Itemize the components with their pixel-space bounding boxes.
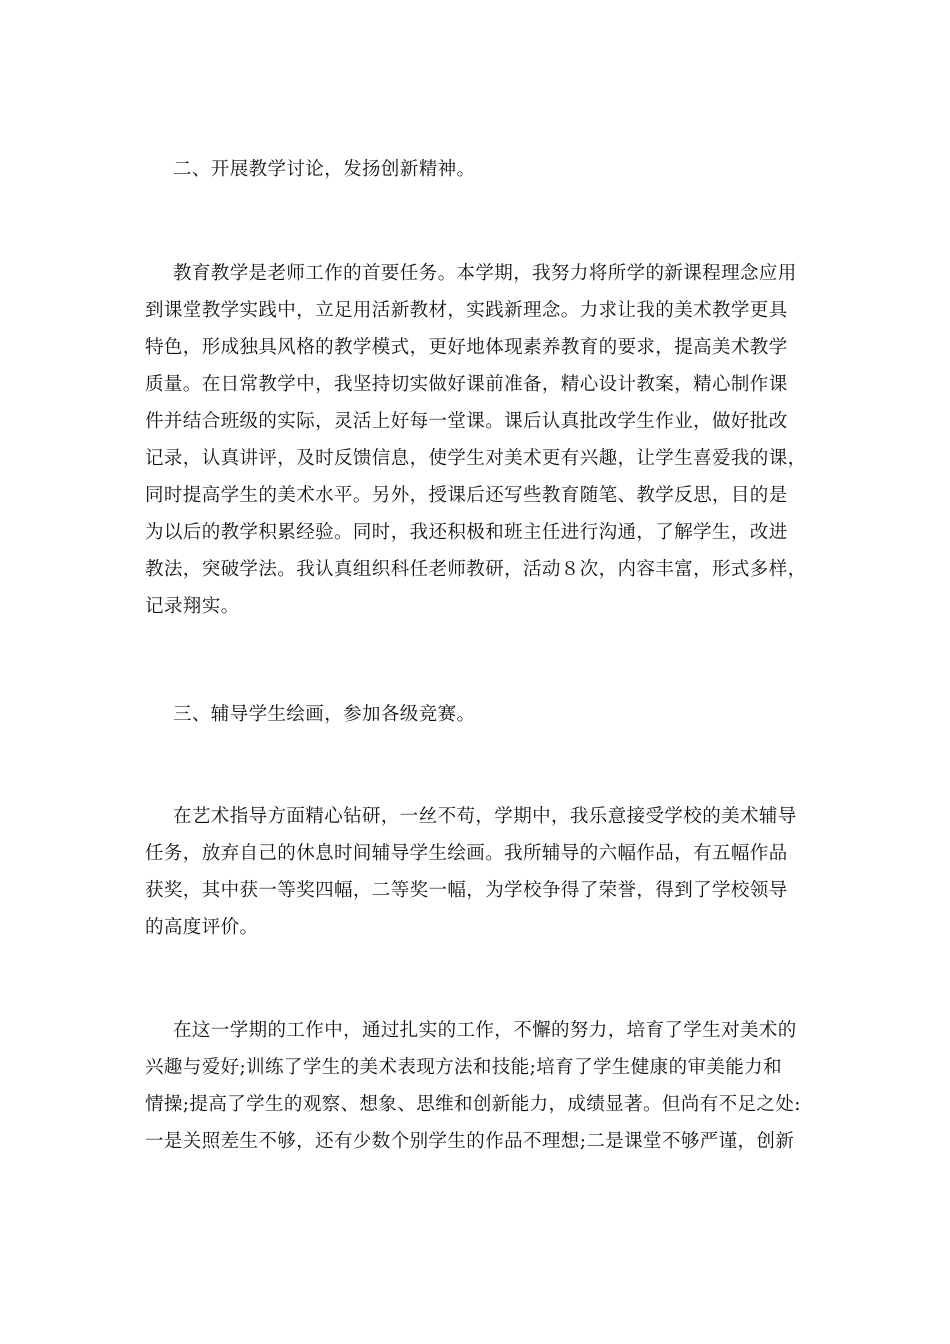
- paragraph-line: 为以后的教学积累经验。同时，我还积极和班主任进行沟通，了解学生，改进: [145, 522, 788, 543]
- paragraph-line: 记录翔实。: [145, 596, 240, 617]
- paragraph-line: 获奖，其中获一等奖四幅，二等奖一幅，为学校争得了荣誉，得到了学校领导: [145, 880, 788, 901]
- paragraph-line: 教育教学是老师工作的首要任务。本学期，我努力将所学的新课程理念应用: [173, 263, 797, 284]
- paragraph-line: 质量。在日常教学中，我坚持切实做好课前准备，精心设计教案，精心制作课: [145, 374, 788, 395]
- paragraph-line: 特色，形成独具风格的教学模式，更好地体现素养教育的要求，提高美术教学: [145, 337, 788, 358]
- paragraph-line: 的高度评价。: [145, 917, 259, 938]
- paragraph-line: 任务，放弃自己的休息时间辅导学生绘画。我所辅导的六幅作品，有五幅作品: [145, 843, 788, 864]
- section-heading-3: 三、辅导学生绘画，参加各级竞赛。: [173, 704, 476, 725]
- paragraph-line: 同时提高学生的美术水平。另外，授课后还写些教育随笔、教学反思，目的是: [145, 485, 788, 506]
- paragraph-line: 兴趣与爱好;训练了学生的美术表现方法和技能;培育了学生健康的审美能力和: [145, 1057, 782, 1078]
- paragraph-line: 情操;提高了学生的观察、想象、思维和创新能力，成绩显著。但尚有不足之处:: [145, 1094, 801, 1115]
- paragraph-line: 在这一学期的工作中，通过扎实的工作，不懈的努力，培育了学生对美术的: [173, 1020, 797, 1041]
- paragraph-line: 教法，突破学法。我认真组织科任老师教研，活动８次，内容丰富，形式多样，: [145, 559, 807, 580]
- section-heading-2: 二、开展教学讨论，发扬创新精神。: [173, 159, 476, 180]
- paragraph-line: 到课堂教学实践中，立足用活新教材，实践新理念。力求让我的美术教学更具: [145, 300, 788, 321]
- paragraph-line: 一是关照差生不够，还有少数个别学生的作品不理想;二是课堂不够严谨，创新: [145, 1131, 795, 1152]
- paragraph-line: 记录，认真讲评，及时反馈信息，使学生对美术更有兴趣，让学生喜爱我的课，: [145, 448, 807, 469]
- paragraph-line: 在艺术指导方面精心钻研，一丝不苟，学期中，我乐意接受学校的美术辅导: [173, 806, 797, 827]
- paragraph-line: 件并结合班级的实际，灵活上好每一堂课。课后认真批改学生作业，做好批改: [145, 411, 788, 432]
